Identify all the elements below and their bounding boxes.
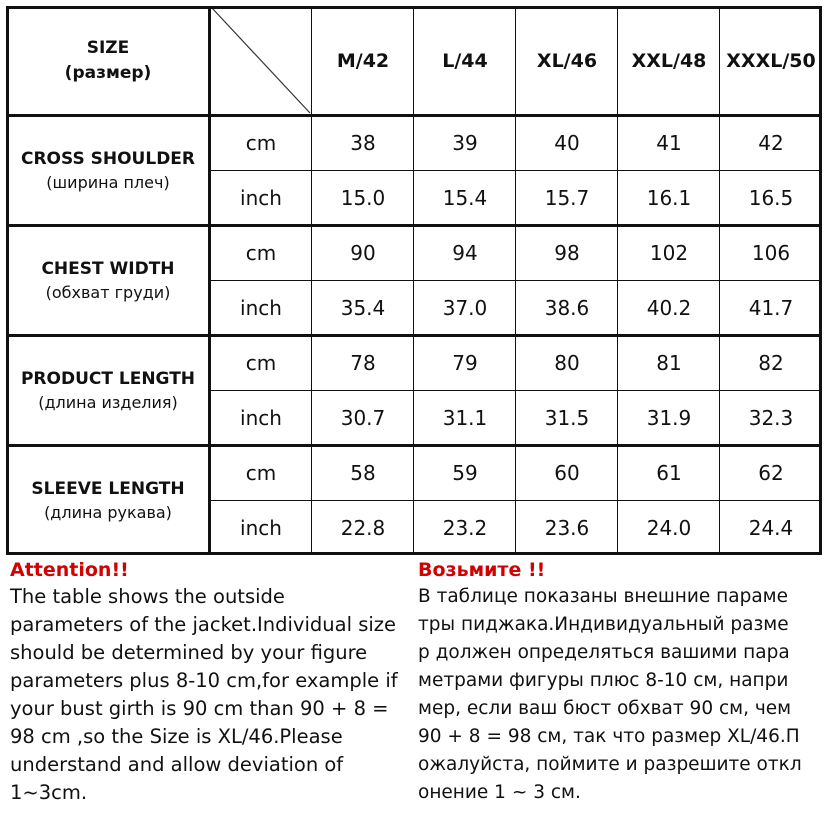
value-cell: 16.5 — [748, 185, 794, 210]
measurement-label-chest-width — [6, 225, 210, 335]
unit-cm-label: cm — [245, 130, 277, 155]
value-cell: 23.2 — [442, 515, 488, 540]
notes-section — [0, 557, 828, 828]
unit-inch-label: inch — [240, 185, 282, 210]
value-cell: 42 — [758, 130, 784, 155]
diagonal-header-cell — [210, 6, 312, 115]
value-cell: 40 — [554, 130, 580, 155]
table-divider — [6, 114, 822, 117]
measurement-name-ru: (длина рукава) — [44, 502, 172, 522]
value-cell: 23.6 — [544, 515, 590, 540]
size-col-header: XL/46 — [536, 49, 598, 72]
attention-title-en: Attention!! — [10, 559, 129, 581]
attention-title-ru: Возьмите !! — [418, 559, 546, 581]
table-divider — [6, 334, 822, 337]
value-cell: 59 — [452, 460, 478, 485]
note-english — [10, 557, 410, 807]
table-divider — [6, 444, 822, 447]
unit-inch-label: inch — [240, 515, 282, 540]
size-col-header: M/42 — [336, 49, 390, 72]
table-border-top — [6, 6, 822, 9]
value-cell: 38.6 — [544, 295, 590, 320]
value-cell: 82 — [758, 350, 784, 375]
value-cell: 16.1 — [646, 185, 692, 210]
value-cell: 80 — [554, 350, 580, 375]
value-cell: 41.7 — [748, 295, 794, 320]
measurement-label-cross-shoulder — [6, 115, 210, 225]
unit-cm-label: cm — [245, 350, 277, 375]
measurement-label-sleeve-length — [6, 445, 210, 555]
value-cell: 79 — [452, 350, 478, 375]
value-cell: 30.7 — [340, 405, 386, 430]
value-cell: 24.4 — [748, 515, 794, 540]
note-russian — [418, 557, 824, 807]
value-cell: 41 — [656, 130, 682, 155]
measurement-name: CROSS SHOULDER — [20, 148, 196, 169]
value-cell: 15.7 — [544, 185, 590, 210]
measurement-label-product-length — [6, 335, 210, 445]
value-cell: 32.3 — [748, 405, 794, 430]
table-divider — [6, 224, 822, 227]
size-header-cell — [6, 6, 210, 115]
size-col-header: XXXL/50 — [726, 49, 816, 72]
value-cell: 31.5 — [544, 405, 590, 430]
size-col-header: XXL/48 — [631, 49, 707, 72]
value-cell: 37.0 — [442, 295, 488, 320]
size-header-label: SIZE — [86, 37, 130, 58]
value-cell: 24.0 — [646, 515, 692, 540]
measurement-name-ru: (обхват груди) — [45, 282, 171, 302]
table-divider — [210, 170, 822, 171]
measurement-name: PRODUCT LENGTH — [20, 368, 196, 389]
unit-cm-label: cm — [245, 240, 277, 265]
value-cell: 40.2 — [646, 295, 692, 320]
note-body-ru: В таблице показаны внешние параме тры пиджака.Индивидуальный разме р должен определяться вашими пара метрами фигуры плюс 8-10 см, напри мер, если ваш бюст обхват 90 см, чем 90 + 8 = 98 см, так что размер XL/46.П ожалуйста, поймите и разрешите откл онение 1 ~ 3 см. — [418, 586, 802, 803]
value-cell: 78 — [350, 350, 376, 375]
table-divider — [210, 500, 822, 501]
value-cell: 15.4 — [442, 185, 488, 210]
table-divider — [210, 390, 822, 391]
value-cell: 62 — [758, 460, 784, 485]
value-cell: 22.8 — [340, 515, 386, 540]
size-chart-table — [6, 6, 822, 555]
value-cell: 15.0 — [340, 185, 386, 210]
table-border-left — [6, 6, 9, 555]
size-header-label-ru: (размер) — [64, 62, 152, 83]
value-cell: 106 — [751, 240, 791, 265]
measurement-name-ru: (ширина плеч) — [46, 172, 170, 192]
unit-inch-label: inch — [240, 405, 282, 430]
measurement-name-ru: (длина изделия) — [38, 392, 178, 412]
unit-inch-label: inch — [240, 295, 282, 320]
value-cell: 58 — [350, 460, 376, 485]
size-col-header: L/44 — [442, 49, 488, 72]
value-cell: 38 — [350, 130, 376, 155]
value-cell: 60 — [554, 460, 580, 485]
table-border-bottom — [6, 552, 822, 555]
value-cell: 31.9 — [646, 405, 692, 430]
value-cell: 35.4 — [340, 295, 386, 320]
value-cell: 98 — [554, 240, 580, 265]
note-body-en: The table shows the outside parameters of the jacket.Individual size should be determined by your figure parameters plus 8-10 cm,for example if your bust girth is 90 cm than 90 + 8 = 98 cm ,so the Size is XL/46.Please understand and allow deviation of 1~3cm. — [10, 585, 398, 804]
measurement-name: SLEEVE LENGTH — [31, 478, 185, 499]
value-cell: 39 — [452, 130, 478, 155]
measurement-name: CHEST WIDTH — [41, 258, 175, 279]
value-cell: 94 — [452, 240, 478, 265]
table-divider — [210, 280, 822, 281]
value-cell: 31.1 — [442, 405, 488, 430]
value-cell: 102 — [649, 240, 689, 265]
unit-cm-label: cm — [245, 460, 277, 485]
value-cell: 61 — [656, 460, 682, 485]
value-cell: 81 — [656, 350, 682, 375]
value-cell: 90 — [350, 240, 376, 265]
